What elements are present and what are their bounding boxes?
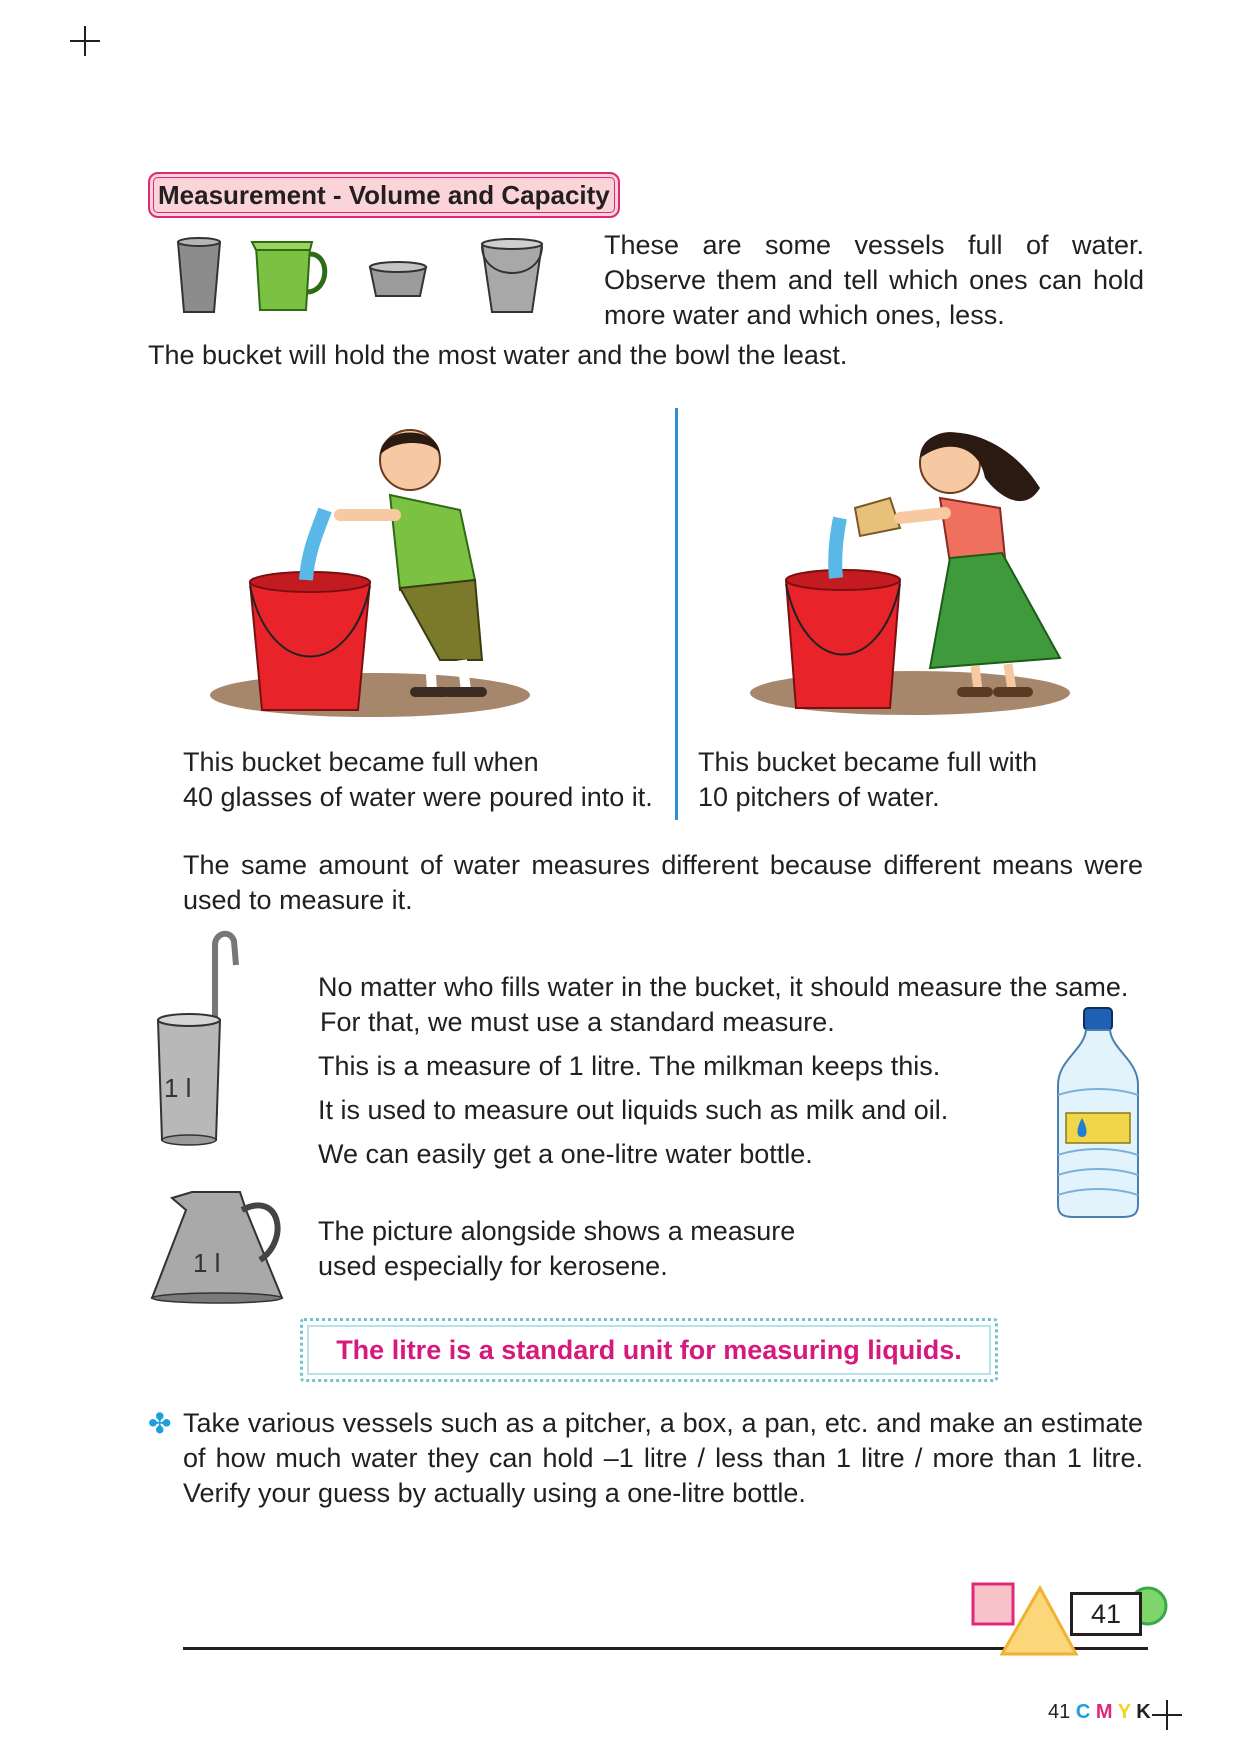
intro-line-2: Observe them and tell which ones can hold bbox=[604, 265, 1144, 295]
page-number: 41 bbox=[1070, 1592, 1142, 1636]
kerosene-line-2: used especially for kerosene. bbox=[318, 1251, 668, 1281]
activity-line-3: Verify your guess by actually using a one-litre bottle. bbox=[183, 1478, 806, 1508]
answer-text: The bucket will hold the most water and the bowl the least. bbox=[148, 340, 848, 370]
same-amount-line-1: The same amount of water measures different because different means were bbox=[183, 850, 1143, 880]
print-color-marks bbox=[1048, 1700, 1151, 1724]
caption-left-line-1: This bucket became full when bbox=[183, 747, 539, 777]
activity-bullet-icon: ✤ bbox=[148, 1408, 172, 1439]
standard-line-1: No matter who fills water in the bucket, it should measure the same. bbox=[318, 972, 1129, 1002]
standard-line-4: It is used to measure out liquids such as milk and oil. bbox=[318, 1095, 949, 1125]
caption-left-line-2: 40 glasses of water were poured into it. bbox=[183, 782, 653, 812]
print-mark-k: K bbox=[1136, 1701, 1151, 1723]
print-mark-c: C bbox=[1075, 1701, 1091, 1723]
caption-right-line-1: This bucket became full with bbox=[698, 747, 1038, 777]
section-title: Measurement - Volume and Capacity bbox=[148, 172, 620, 218]
girl-pouring-pitcher-illustration bbox=[740, 418, 1100, 728]
column-divider bbox=[675, 408, 678, 820]
crop-mark-top-left-v bbox=[84, 26, 86, 56]
kerosene-measure-label: 1 l bbox=[193, 1248, 221, 1278]
standard-line-3: This is a measure of 1 litre. The milkman keeps this. bbox=[318, 1051, 941, 1081]
litre-measure-label: 1 l bbox=[164, 1073, 192, 1103]
water-bottle-illustration bbox=[1052, 1005, 1144, 1220]
kerosene-measure-illustration bbox=[150, 1180, 290, 1305]
kerosene-line-1: The picture alongside shows a measure bbox=[318, 1216, 796, 1246]
print-mark-y: Y bbox=[1117, 1701, 1131, 1723]
pitcher-icon bbox=[252, 242, 325, 310]
boy-pouring-glass-illustration bbox=[200, 420, 570, 730]
vessels-illustration bbox=[170, 232, 560, 317]
same-amount-line-2: used to measure it. bbox=[183, 885, 413, 915]
bucket-icon bbox=[482, 239, 542, 312]
print-mark-m: M bbox=[1095, 1701, 1113, 1723]
bowl-icon bbox=[370, 262, 426, 296]
crop-mark-bottom-right-v bbox=[1166, 1700, 1168, 1730]
activity-line-2: of how much water they can hold –1 litre / less than 1 litre / more than 1 litre. bbox=[183, 1443, 1143, 1473]
glass-icon bbox=[178, 238, 220, 312]
print-mark-page: 41 bbox=[1048, 1701, 1071, 1723]
standard-line-2: For that, we must use a standard measure. bbox=[320, 1007, 835, 1037]
litre-measure-illustration bbox=[150, 925, 255, 1150]
key-fact-text: The litre is a standard unit for measuring liquids. bbox=[336, 1335, 962, 1365]
intro-line-1: These are some vessels full of water. bbox=[604, 230, 1144, 260]
caption-right-line-2: 10 pitchers of water. bbox=[698, 782, 940, 812]
intro-line-3: more water and which ones, less. bbox=[604, 300, 1005, 330]
activity-line-1: Take various vessels such as a pitcher, a box, a pan, etc. and make an estimate bbox=[183, 1408, 1143, 1438]
standard-line-5: We can easily get a one-litre water bottle. bbox=[318, 1139, 813, 1169]
